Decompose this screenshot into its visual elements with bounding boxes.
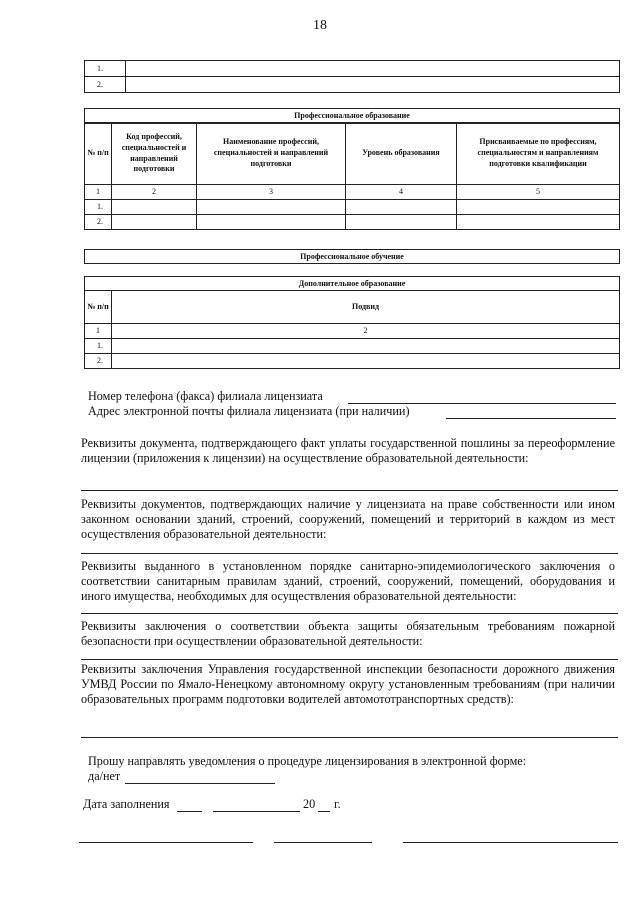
table-cell[interactable]: [197, 200, 346, 215]
col-number: 1: [85, 185, 112, 200]
col-header-number: № п/п: [85, 123, 112, 185]
date-label: Дата заполнения: [83, 797, 170, 811]
table-cell[interactable]: [112, 354, 620, 369]
table-row-number: 2.: [85, 215, 112, 230]
ownership-paragraph: Реквизиты документов, подтверждающих наличие у лицензиата на праве собственности или ином законном основании зданий, строений, сооружений, помещений и территорий в каждом из мест осуществления образовательной деятельности:: [81, 497, 615, 541]
additional-education-title: Дополнительное образование: [84, 276, 620, 291]
fee-field[interactable]: [81, 490, 618, 491]
date-year: 20: [303, 797, 316, 811]
signature-name-field[interactable]: [403, 842, 618, 843]
prof-training-title: Профессиональное обучение: [84, 249, 620, 264]
traffic-paragraph: Реквизиты заключения Управления государственной инспекции безопасности дорожного движения УМВД России по Ямало-Ненецкому автономному округу установленным требованиям (при наличии образовательных программ подготовки водителей автомототранспортных средств):: [81, 662, 615, 706]
col-number: 2: [112, 324, 620, 339]
signature-field[interactable]: [274, 842, 372, 843]
branch-phone-label: Номер телефона (факса) филиала лицензиата: [88, 389, 323, 403]
table-row-number: 2.: [85, 77, 126, 93]
table-cell[interactable]: [112, 215, 197, 230]
notification-label: Прошу направлять уведомления о процедуре лицензирования в электронной форме:: [88, 754, 527, 768]
branch-email-field[interactable]: [446, 418, 616, 419]
table-row-number: 1.: [85, 61, 126, 77]
table-cell[interactable]: [112, 200, 197, 215]
date-month-field[interactable]: [213, 811, 300, 812]
table-cell[interactable]: [346, 215, 457, 230]
col-header-number: № п/п: [85, 291, 112, 324]
table-cell[interactable]: [126, 61, 620, 77]
table-cell[interactable]: [112, 339, 620, 354]
col-number: 1: [85, 324, 112, 339]
table-cell[interactable]: [457, 200, 620, 215]
notification-answer-field[interactable]: [125, 783, 275, 784]
date-year-field[interactable]: [318, 811, 330, 812]
branch-email-label: Адрес электронной почты филиала лицензиата (при наличии): [88, 404, 410, 418]
col-header-level: Уровень образования: [346, 123, 457, 185]
sanitary-field[interactable]: [81, 613, 618, 614]
table-row-number: 1.: [85, 200, 112, 215]
table-cell[interactable]: [346, 200, 457, 215]
page-number: 18: [313, 18, 327, 33]
table-row-number: 1.: [85, 339, 112, 354]
table-cell[interactable]: [126, 77, 620, 93]
prof-education-table: [84, 122, 620, 230]
fire-paragraph: Реквизиты заключения о соответствии объекта защиты обязательным требованиям пожарной безопасности при осуществлении образовательной деятельности:: [81, 619, 615, 648]
col-number: 4: [346, 185, 457, 200]
notification-answer[interactable]: да/нет: [88, 769, 121, 783]
additional-education-table: [84, 290, 620, 369]
sanitary-paragraph: Реквизиты выданного в установленном порядке санитарно-эпидемиологического заключения о соответствии санитарным правилам зданий, строений, сооружений, помещений, оборудования и иного имущества, необходимых для осуществления образовательной деятельности:: [81, 559, 615, 603]
top-table: [84, 60, 620, 93]
traffic-field[interactable]: [81, 737, 618, 738]
col-header-name: Наименование профессий, специальностей и направлений подготовки: [197, 123, 346, 185]
col-number: 3: [197, 185, 346, 200]
fee-paragraph: Реквизиты документа, подтверждающего факт уплаты государственной пошлины за переоформление лицензии (приложения к лицензии) на осуществление образовательной деятельности:: [81, 436, 615, 465]
table-cell[interactable]: [457, 215, 620, 230]
date-day-field[interactable]: [177, 811, 202, 812]
fire-field[interactable]: [81, 659, 618, 660]
col-number: 2: [112, 185, 197, 200]
col-header-subtype: Подвид: [112, 291, 620, 324]
table-cell[interactable]: [197, 215, 346, 230]
col-number: 5: [457, 185, 620, 200]
ownership-field[interactable]: [81, 553, 618, 554]
col-header-qualification: Присваиваемые по профессиям, специальностям и направлениям подготовки квалификации: [457, 123, 620, 185]
table-row-number: 2.: [85, 354, 112, 369]
prof-education-title: Профессиональное образование: [84, 108, 620, 124]
date-year-suffix: г.: [334, 797, 341, 811]
col-header-code: Код профессий, специальностей и направлений подготовки: [112, 123, 197, 185]
signature-position-field[interactable]: [79, 842, 253, 843]
